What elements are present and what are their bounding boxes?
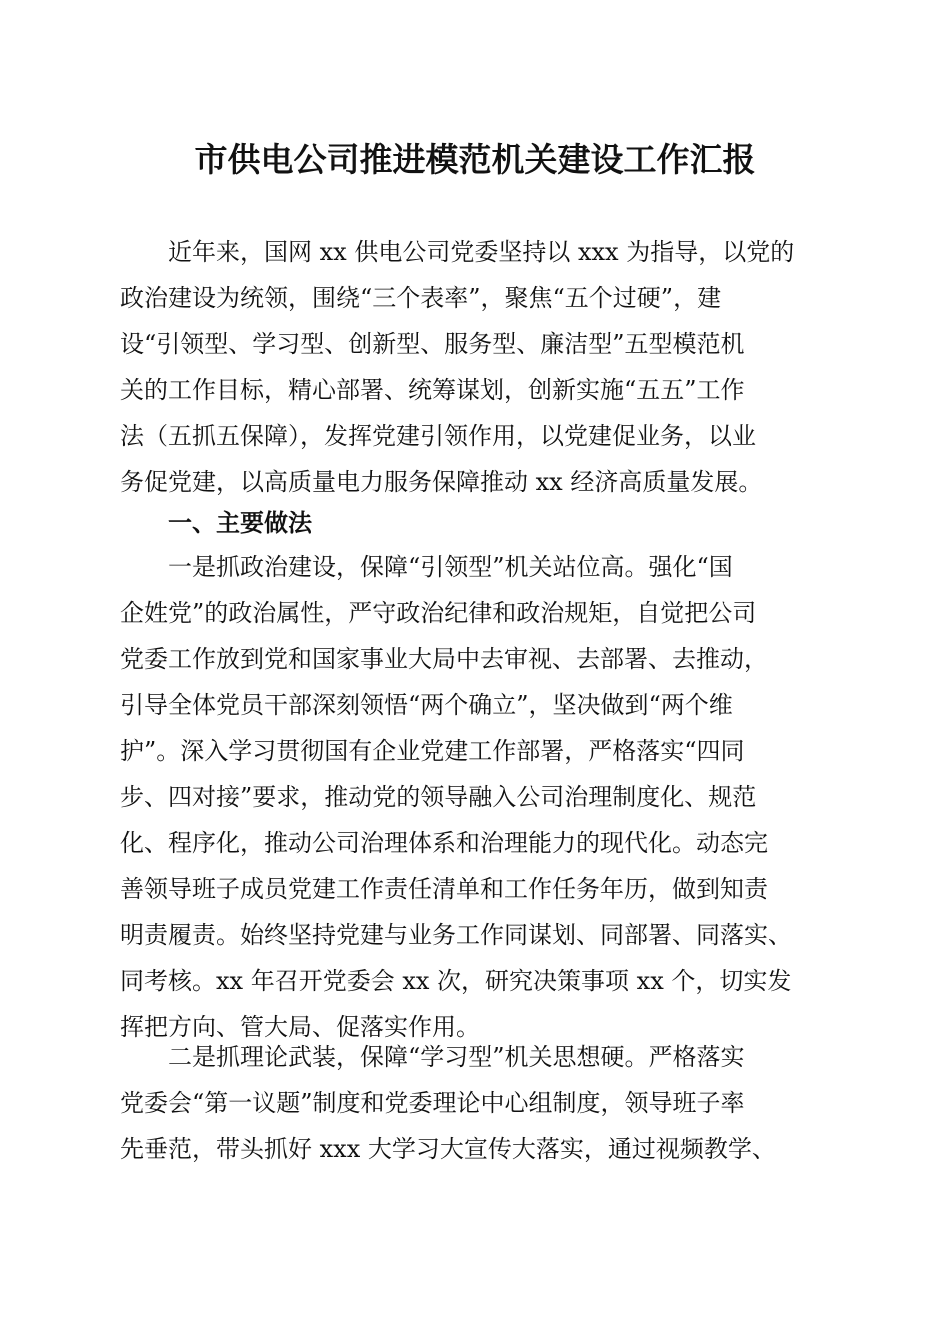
text-line: 先垂范，带头抓好 xxx 大学习大宣传大落实，通过视频教学、 [120, 1135, 776, 1163]
section-heading-block [120, 500, 840, 546]
text-line: 化、程序化，推动公司治理体系和治理能力的现代化。动态完 [120, 829, 768, 857]
text-line: 善领导班子成员党建工作责任清单和工作任务年历，做到知责 [120, 875, 768, 903]
intro-paragraph [120, 229, 840, 505]
text-line: 同考核。xx 年召开党委会 xx 次，研究决策事项 xx 个，切实发 [120, 967, 792, 995]
text-line: 近年来，国网 xx 供电公司党委坚持以 xxx 为指导，以党的 [168, 238, 795, 266]
text-line: 党委会“第一议题”制度和党委理论中心组制度，领导班子率 [120, 1089, 745, 1117]
text-line: 企姓党”的政治属性，严守政治纪律和政治规矩，自觉把公司 [120, 599, 757, 627]
text-line: 法（五抓五保障），发挥党建引领作用，以党建促业务，以业 [120, 422, 756, 450]
text-line: 二是抓理论武装，保障“学习型”机关思想硬。严格落实 [168, 1043, 745, 1071]
text-line: 关的工作目标，精心部署、统筹谋划，创新实施“五五”工作 [120, 376, 745, 404]
text-line: 明责履责。始终坚持党建与业务工作同谋划、同部署、同落实、 [120, 921, 792, 949]
text-line: 挥把方向、管大局、促落实作用。 [120, 1013, 480, 1041]
text-line: 引导全体党员干部深刻领悟“两个确立”，坚决做到“两个维 [120, 691, 733, 719]
text-line: 党委工作放到党和国家事业大局中去审视、去部署、去推动， [120, 645, 768, 673]
text-line: 步、四对接”要求，推动党的领导融入公司治理制度化、规范 [120, 783, 757, 811]
theory-study-paragraph [120, 1034, 840, 1172]
text-line: 一是抓政治建设，保障“引领型”机关站位高。强化“国 [168, 553, 733, 581]
text-line: 政治建设为统领，围绕“三个表率”，聚焦“五个过硬”，建 [120, 284, 722, 312]
political-building-paragraph [120, 544, 840, 1050]
text-line: 务促党建，以高质量电力服务保障推动 xx 经济高质量发展。 [120, 468, 763, 496]
document-title: 市供电公司推进模范机关建设工作汇报 [194, 140, 756, 179]
section-heading: 一、主要做法 [168, 509, 312, 537]
text-line: 护”。深入学习贯彻国有企业党建工作部署，严格落实“四同 [120, 737, 745, 765]
text-line: 设“引领型、学习型、创新型、服务型、廉洁型”五型模范机 [120, 330, 745, 358]
